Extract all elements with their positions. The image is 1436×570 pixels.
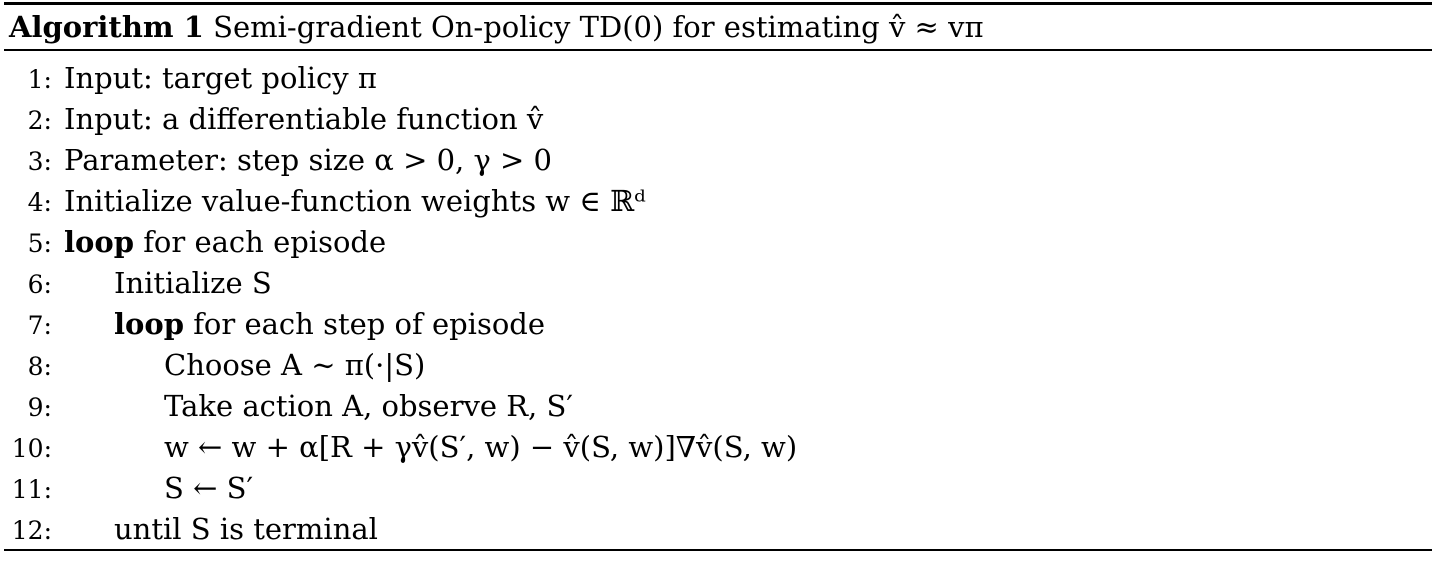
algorithm-caption: [4, 5, 1432, 49]
line-text: Initialize value-function weights w ∈ ℝᵈ: [64, 184, 646, 218]
algorithm-line: [4, 304, 545, 345]
algorithm-line: [4, 58, 377, 99]
line-number: 6:: [27, 270, 52, 299]
line-number: 11:: [11, 475, 52, 504]
line-text: for each episode: [143, 225, 387, 259]
algorithm-line: [4, 345, 425, 386]
line-number: 8:: [27, 352, 52, 381]
algorithm-line: [4, 468, 253, 509]
line-number: 2:: [27, 106, 52, 135]
loop-keyword: loop: [114, 307, 184, 341]
line-text: Take action A, observe R, S′: [164, 389, 573, 423]
line-content: [114, 304, 545, 345]
line-text: until S is terminal: [114, 512, 378, 546]
algorithm-line: [4, 263, 272, 304]
line-text: Initialize S: [114, 266, 272, 300]
line-number: 9:: [27, 393, 52, 422]
algorithm-line: [4, 140, 552, 181]
bottom-rule: [4, 549, 1432, 551]
algorithm-lines: [4, 51, 1432, 554]
algorithm-line: [4, 509, 378, 550]
algorithm-label: Algorithm 1: [9, 10, 204, 44]
line-text: w ← w + α[R + γv̂(S′, w) − v̂(S, w)]∇v̂(S, w): [164, 430, 798, 464]
line-text: Input: target policy π: [64, 61, 377, 95]
line-number: 5:: [27, 229, 52, 258]
line-text: Parameter: step size α > 0, γ > 0: [64, 143, 553, 177]
algorithm-line: [4, 386, 573, 427]
algorithm-title: Semi-gradient On-policy TD(0) for estimating v̂ ≈ vπ: [213, 10, 984, 44]
line-number: 12:: [11, 516, 52, 545]
line-number: 4:: [27, 188, 52, 217]
line-text: Choose A ∼ π(·|S): [164, 348, 426, 382]
algorithm-line: [4, 222, 386, 263]
algorithm-box: [4, 2, 1432, 554]
algorithm-line: [4, 427, 797, 468]
algorithm-line: [4, 99, 543, 140]
line-text: for each step of episode: [193, 307, 546, 341]
line-number: 7:: [27, 311, 52, 340]
line-text: S ← S′: [164, 471, 254, 505]
line-number: 1:: [27, 65, 52, 94]
algorithm-line: [4, 181, 646, 222]
line-number: 3:: [27, 147, 52, 176]
loop-keyword: loop: [64, 225, 134, 259]
line-text: Input: a differentiable function v̂: [64, 102, 544, 136]
line-number: 10:: [11, 434, 52, 463]
line-content: [64, 222, 386, 263]
